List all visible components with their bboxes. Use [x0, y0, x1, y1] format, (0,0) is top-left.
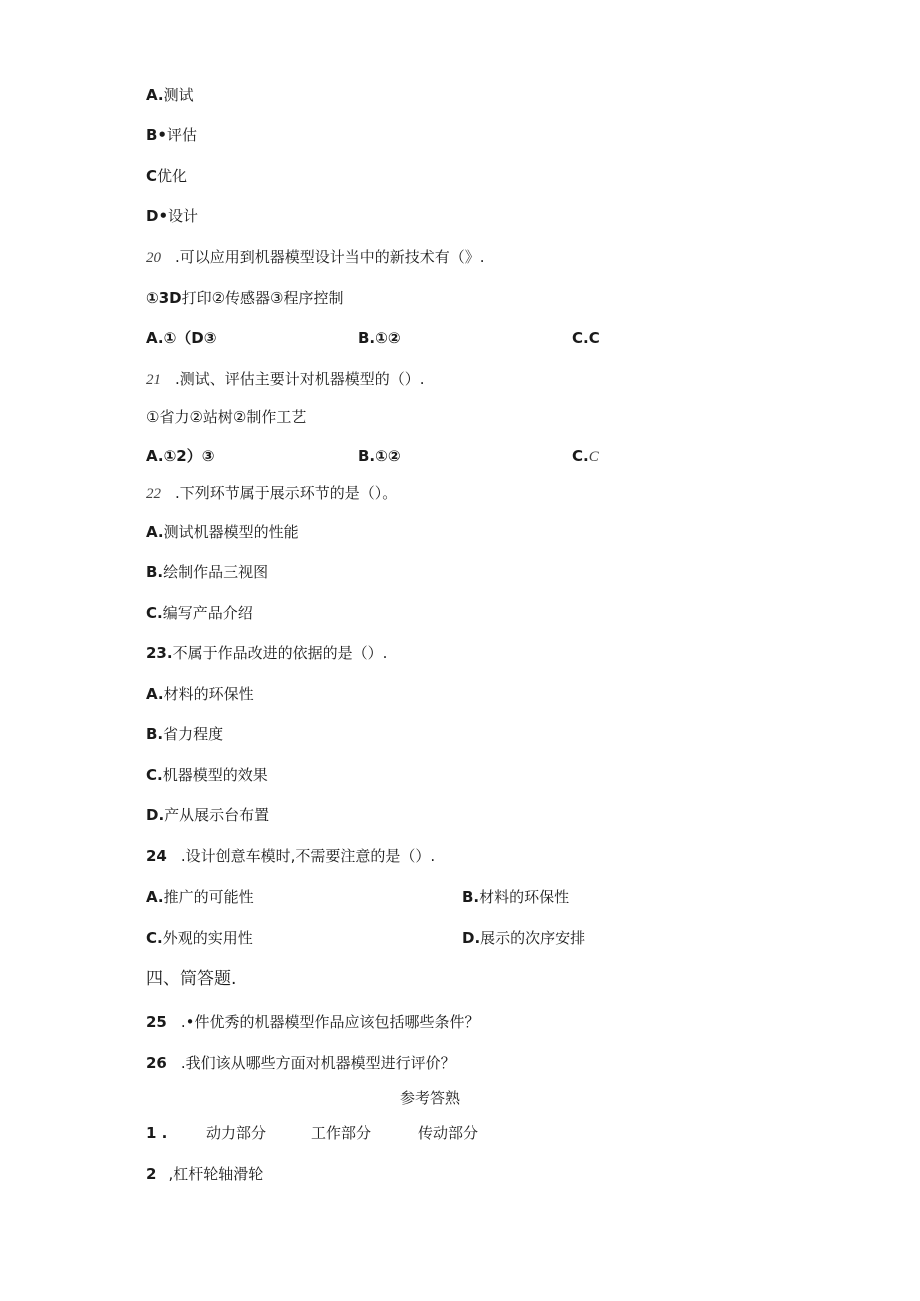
question-number: 24 — [146, 847, 167, 865]
question-number: 21 — [146, 372, 161, 388]
question-number: 20 — [146, 250, 161, 266]
option-prefix: C — [146, 167, 158, 185]
option-prefix: A. — [146, 685, 164, 703]
answer-1 — [146, 1123, 167, 1143]
question-number: 26 — [146, 1054, 167, 1072]
question-20-option-b: B.①② — [358, 329, 401, 347]
option-prefix: D• — [146, 207, 169, 225]
question-20-option-a: A.①（D③ — [146, 329, 217, 347]
option-text: 绘制作品三视图 — [163, 563, 269, 581]
option-prefix: B. — [146, 563, 164, 581]
question-21-option-a: A.①2）③ — [146, 447, 215, 465]
option-text: 推广的可能性 — [163, 888, 254, 906]
option-text: 评估 — [167, 126, 198, 144]
items-prefix: ①3D — [146, 289, 182, 307]
option-prefix: B• — [146, 126, 168, 144]
option-text: 机器模型的效果 — [162, 766, 268, 784]
items-text: 打印②传感器③程序控制 — [181, 289, 344, 307]
answer-number: 1 . — [146, 1124, 168, 1142]
option-text: 材料的环保性 — [163, 685, 254, 703]
question-26 — [146, 1053, 456, 1073]
question-number: 25 — [146, 1013, 167, 1031]
question-number: 22 — [146, 486, 161, 502]
option-prefix: D. — [462, 929, 481, 947]
answer-1-item: 工作部分 — [311, 1124, 372, 1142]
option-prefix: C. — [572, 447, 589, 465]
answer-2 — [146, 1164, 263, 1184]
option-d — [146, 206, 198, 226]
option-prefix: C. — [146, 766, 163, 784]
option-prefix: A. — [146, 888, 164, 906]
question-22-option-a — [146, 522, 299, 542]
question-text: .•件优秀的机器模型作品应该包括哪些条件？ — [180, 1013, 480, 1031]
question-24-option-b — [462, 887, 569, 907]
answer-number: 2 — [146, 1165, 157, 1183]
option-text: 编写产品介绍 — [162, 604, 253, 622]
question-20-option-c: C.C — [572, 329, 600, 347]
option-text: 产从展示台布置 — [164, 806, 270, 824]
answers-title: 参考答熟 — [399, 1089, 460, 1107]
option-text: 优化 — [157, 167, 188, 185]
question-text: .可以应用到机器模型设计当中的新技术有（》. — [175, 248, 485, 266]
question-number: 23. — [146, 644, 173, 662]
question-text: .下列环节属于展示环节的是（）。 — [175, 484, 398, 502]
question-text: .我们该从哪些方面对机器模型进行评价？ — [180, 1054, 456, 1072]
question-text: .测试、评估主要计对机器模型的（）. — [175, 370, 425, 388]
option-prefix: D. — [146, 806, 165, 824]
option-c — [146, 166, 187, 186]
question-25 — [146, 1012, 480, 1032]
question-24 — [146, 846, 435, 866]
option-text: 省力程度 — [163, 725, 224, 743]
question-21-option-b: B.①② — [358, 447, 401, 465]
question-24-option-d — [462, 928, 585, 948]
option-text: C — [588, 449, 599, 465]
answer-1-item: 传动部分 — [418, 1124, 479, 1142]
question-21-items: ①省力②站树②制作工艺 — [146, 408, 307, 426]
option-prefix: B. — [146, 725, 164, 743]
option-a — [146, 85, 194, 105]
question-23-option-d — [146, 805, 269, 825]
answer-1-item: 动力部分 — [206, 1124, 267, 1142]
option-b — [146, 125, 197, 145]
question-22 — [146, 483, 397, 504]
option-prefix: C. — [146, 929, 163, 947]
section-heading: 四、筒答题. — [146, 969, 237, 989]
question-23-option-b — [146, 724, 223, 744]
question-23-option-a — [146, 684, 254, 704]
answer-text: ,杠杆轮轴滑轮 — [168, 1165, 264, 1183]
option-text: 外观的实用性 — [162, 929, 253, 947]
question-text: .设计创意车模时,不需要注意的是（）. — [180, 847, 436, 865]
question-21 — [146, 369, 425, 390]
option-text: 展示的次序安排 — [480, 929, 586, 947]
question-24-option-c — [146, 928, 253, 948]
option-prefix: A. — [146, 86, 164, 104]
question-22-option-b — [146, 562, 268, 582]
option-text: 材料的环保性 — [479, 888, 570, 906]
question-20 — [146, 247, 485, 268]
question-20-items — [146, 288, 344, 308]
question-23-option-c — [146, 765, 268, 785]
question-text: 不属于作品改进的依据的是（）. — [172, 644, 388, 662]
option-prefix: A. — [146, 523, 164, 541]
option-prefix: B. — [462, 888, 480, 906]
question-24-option-a — [146, 887, 254, 907]
question-22-option-c — [146, 603, 253, 623]
question-23 — [146, 643, 387, 663]
option-text: 测试 — [163, 86, 194, 104]
option-text: 设计 — [168, 207, 199, 225]
option-text: 测试机器模型的性能 — [163, 523, 299, 541]
question-21-option-c — [572, 446, 599, 467]
option-prefix: C. — [146, 604, 163, 622]
